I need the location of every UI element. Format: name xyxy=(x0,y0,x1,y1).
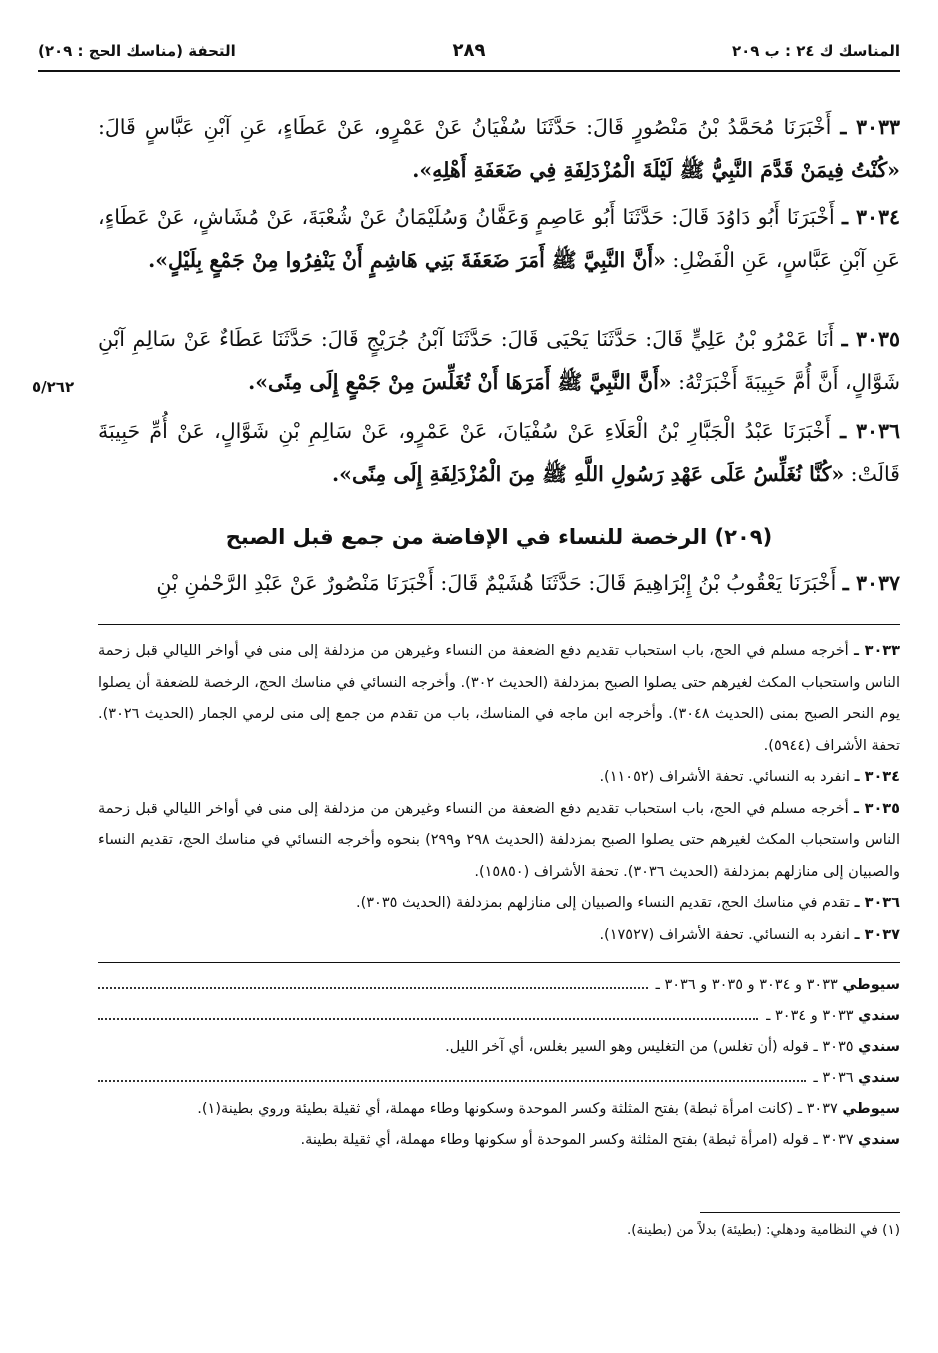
takhrij-note: ٣٠٣٦ ـ تقدم في مناسك الحج، تقديم النساء والصبيان إلى منازلهم بمزدلفة (الحديث ٣٠٣٥). xyxy=(355,895,900,911)
sharh-divider xyxy=(98,962,900,963)
chapter-title: (٢٠٩) الرخصة للنساء في الإفاضة من جمع قبل الصبح xyxy=(225,525,773,549)
hadith-matn: «أَنَّ النَّبِيَّ ﷺ أَمَرَهَا أَنْ تُغَلِّسَ مِنْ جَمْعٍ إِلَى مِنًى». xyxy=(248,370,672,394)
footnote-divider xyxy=(700,1212,900,1213)
takhrij-notes xyxy=(98,636,900,951)
running-header xyxy=(38,34,900,68)
hadith-matn: «أَنَّ النَّبِيَّ ﷺ أَمَرَ ضَعَفَةَ بَنِي هَاشِمٍ أَنْ يَنْفِرُوا مِنْ جَمْعٍ بِلَيْلٍ». xyxy=(148,248,666,272)
takhrij-divider xyxy=(98,624,900,625)
sharh-entry: سندي ٣٠٣٦ ـ xyxy=(98,1063,900,1094)
takhrij-note: ٣٠٣٤ ـ انفرد به النسائي. تحفة الأشراف (١١٠٥٢). xyxy=(599,769,900,785)
hadith-3037 xyxy=(98,562,900,605)
sharh-entry: سندي ٣٠٣٥ ـ قوله (أن تغلس) من التغليس وهو السير بغلس، أي آخر الليل. xyxy=(445,1039,900,1055)
sharh-entry: سندي ٣٠٣٣ و ٣٠٣٤ ـ xyxy=(98,1001,900,1032)
takhrij-note: ٣٠٣٧ ـ انفرد به النسائي. تحفة الأشراف (١٧٥٢٧). xyxy=(599,926,900,943)
hadith-number: ٣٠٣٥ ـ xyxy=(841,327,900,351)
header-divider xyxy=(38,70,900,72)
header-section-ref: المناسك ك ٢٤ : ب ٢٠٩ xyxy=(731,42,900,60)
hadith-matn: «كُنْتُ فِيمَنْ قَدَّمَ النَّبِيُّ ﷺ لَيْلَةَ الْمُزْدَلِفَةِ فِي ضَعَفَةِ أَهْلِهِ». xyxy=(412,158,900,182)
page-number: ٢٨٩ xyxy=(452,40,486,61)
dotted-leader xyxy=(98,1072,806,1082)
sharh-entry: سيوطي ٣٠٣٣ و ٣٠٣٤ و ٣٠٣٥ و ٣٠٣٦ ـ xyxy=(98,970,900,1001)
hadith-isnad: أَخْبَرَنَا مُحَمَّدُ بْنُ مَنْصُورٍ قَالَ: حَدَّثَنَا سُفْيَانُ عَنْ عَمْرٍو، عَنْ عَطَاءٍ، عَنِ آبْنِ عَبَّاسٍ قَالَ: xyxy=(98,115,841,139)
hadith-3034 xyxy=(98,196,900,282)
footnote: (١) في النظامية ودهلي: (بطيئة) بدلاً من (بطينة). xyxy=(627,1222,900,1238)
hadith-3035 xyxy=(98,318,900,404)
hadith-number: ٣٠٣٦ ـ xyxy=(840,419,900,443)
sharh-commentary xyxy=(98,970,900,1156)
hadith-isnad: أَنَا عَمْرُو بْنُ عَلِيٍّ قَالَ: حَدَّثَنَا يَحْيَى قَالَ: حَدَّثَنَا آبْنُ جُرَيْجٍ قَالَ: حَدَّثَنَا عَطَاءٌ عَنْ سَالِمِ آبْنِ شَوَّالٍ، أَنَّ أُمَّ حَبِيبَةَ أَخْبَرَتْهُ: xyxy=(98,327,900,394)
hadith-3036 xyxy=(98,410,900,496)
hadith-isnad: أَخْبَرَنَا أَبُو دَاوُدَ قَالَ: حَدَّثَنَا أَبُو عَاصِمٍ وَعَفَّانُ وَسُلَيْمَانُ عَنْ شُعْبَةَ، عَنْ مُشَاشٍ، عَنْ عَطَاءٍ، عَنِ آبْنِ عَبَّاسٍ، عَنِ الْفَضْلِ: xyxy=(98,205,900,272)
hadith-number: ٣٠٣٣ ـ xyxy=(840,115,900,139)
margin-volume-reference: ٥/٢٦٢ xyxy=(32,378,75,396)
header-tuhfa-ref: التحفة (مناسك الحج : ٢٠٩) xyxy=(38,42,236,60)
takhrij-note: ٣٠٣٥ ـ أخرجه مسلم في الحج، باب استحباب تقديم دفع الضعفة من النساء وغيرهن من مزدلفة إلى منى في أواخر الليالي قبل زحمة الناس واستحباب المكث لغيرهم حتى يصلوا الصبح بمزدلفة (الحديث ٢٩٨ و٢٩٩) بنحوه وأخرجه النسائي في مناسك الحج، تقديم النساء والصبيان إلى منازلهم بمزدلفة (الحديث ٣٠٣٦). تحفة الأشراف (١٥٨٥٠). xyxy=(98,800,900,880)
takhrij-note: ٣٠٣٣ ـ أخرجه مسلم في الحج، باب استحباب تقديم دفع الضعفة من النساء وغيرهن من مزدلفة إلى منى في أواخر الليالي قبل زحمة الناس واستحباب المكث لغيرهم حتى يصلوا الصبح بمزدلفة (الحديث ٣٠٢). وأخرجه النسائي في مناسك الحج، الرخصة للضعفة أن يصلوا يوم النحر الصبح بمنى (الحديث ٣٠٤٨). وأخرجه ابن ماجه في المناسك، باب من تقدم من جمع إلى منى لرمي الجمار (الحديث ٣٠٢٦). تحفة الأشراف (٥٩٤٤). xyxy=(98,643,900,754)
hadith-matn: «كُنَّا نُغَلِّسُ عَلَى عَهْدِ رَسُولِ اللَّهِ ﷺ مِنَ الْمُزْدَلِفَةِ إِلَى مِنًى». xyxy=(332,462,845,486)
hadith-number: ٣٠٣٧ ـ xyxy=(842,571,900,595)
dotted-leader xyxy=(98,979,648,989)
sharh-entry: سيوطي ٣٠٣٧ ـ (كانت امرأة ثبطة) بفتح المثلثة وكسر الموحدة وسكونها وطاء مهملة، أي ثقيلة بطيئة وروي بطينة(١). xyxy=(197,1101,900,1117)
sharh-entry: سندي ٣٠٣٧ ـ قوله (امرأة ثبطة) بفتح المثلثة وكسر الموحدة أو سكونها وطاء مهملة، أي ثقيلة بطينة. xyxy=(300,1132,900,1148)
hadith-isnad: أَخْبَرَنَا يَعْقُوبُ بْنُ إِبْرَاهِيمَ قَالَ: حَدَّثَنَا هُشَيْمٌ قَالَ: أَخْبَرَنَا مَنْصُورٌ عَنْ عَبْدِ الرَّحْمٰنِ بْنِ xyxy=(156,571,843,595)
hadith-number: ٣٠٣٤ ـ xyxy=(842,205,900,229)
hadith-isnad: أَخْبَرَنَا عَبْدُ الْجَبَّارِ بْنُ الْعَلَاءِ عَنْ سُفْيَانَ، عَنْ عَمْرٍو، عَنْ سَالِمِ بْنِ شَوَّالٍ، عَنْ أُمِّ حَبِيبَةَ قَالَتْ: xyxy=(98,419,900,486)
hadith-3033 xyxy=(98,106,900,192)
dotted-leader xyxy=(98,1010,758,1020)
